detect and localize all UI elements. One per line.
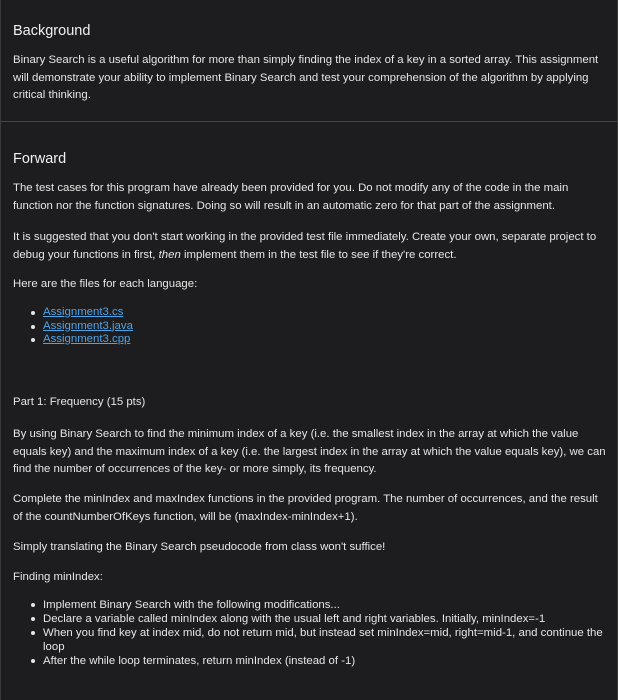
background-paragraph: Binary Search is a useful algorithm for more than simply finding the index of a key in a sorted array. This assignment will demonstrate your ability to implement Binary Search and test your comprehension of the algorithm by applying critical thinking.: [13, 54, 599, 102]
part1-heading: Part 1: Frequency (15 pts): [13, 396, 146, 408]
part1-paragraph-2: Complete the minIndex and maxIndex functions in the provided program. The number of occurrences, and the result of the countNumberOfKeys function, will be (maxIndex-minIndex+1).: [13, 493, 598, 523]
list-item: Implement Binary Search with the following modifications...: [13, 598, 607, 612]
part1-paragraph-4: Finding minIndex:: [13, 571, 103, 583]
assignment3-java-link[interactable]: Assignment3.java: [43, 319, 133, 332]
forward-paragraph-2: It is suggested that you don't start working in the provided test file immediately. Create your own, separate project to debug your functions in first, then implement them in the test file to see if they're correct.: [13, 231, 597, 261]
bullet-icon: [31, 659, 35, 663]
list-item: Declare a variable called minIndex along with the usual left and right variables. Initially, minIndex=-1: [13, 612, 607, 626]
assignment3-cs-link[interactable]: Assignment3.cs: [43, 306, 124, 318]
forward-paragraph-3: Here are the files for each language:: [13, 278, 198, 290]
forward-section: [13, 180, 607, 215]
forward-paragraph-1: The test cases for this program have already been provided for you. Do not modify any of the code in the main function nor the function signatures. Doing so will result in an automatic zero for that part of the assignment.: [13, 182, 569, 212]
part1-paragraph-1: By using Binary Search to find the minimum index of a key (i.e. the smallest index in the array at which the value equals key) and the maximum index of a key (i.e. the largest index in the array at which the value equals key), we can find the number of occurrences of the key- or more simply, its frequency.: [13, 428, 606, 476]
bullet-icon: [31, 631, 35, 635]
file-item-cpp: [13, 333, 607, 347]
bullet-icon: [31, 311, 35, 315]
forward-heading: Forward: [13, 151, 67, 167]
section-divider: [1, 121, 617, 122]
file-item-cs: [13, 306, 607, 320]
assignment3-cpp-link[interactable]: Assignment3.cpp: [43, 333, 131, 345]
background-heading: Background: [13, 23, 91, 39]
bullet-icon: [31, 603, 35, 607]
bullet-icon: [31, 617, 35, 621]
background-section: [13, 52, 607, 105]
file-list: [13, 306, 607, 347]
list-item: When you find key at index mid, do not return mid, but instead set minIndex=mid, right=mid-1, and continue the loop: [13, 626, 607, 654]
emphasis-then: then: [158, 248, 181, 261]
bullet-icon: [31, 325, 35, 329]
minindex-steps: [13, 598, 607, 668]
file-item-java: [13, 320, 607, 334]
list-item: After the while loop terminates, return minIndex (instead of -1): [13, 654, 607, 668]
part1-paragraph-3: Simply translating the Binary Search pseudocode from class won't suffice!: [13, 541, 386, 553]
bullet-icon: [31, 338, 35, 342]
